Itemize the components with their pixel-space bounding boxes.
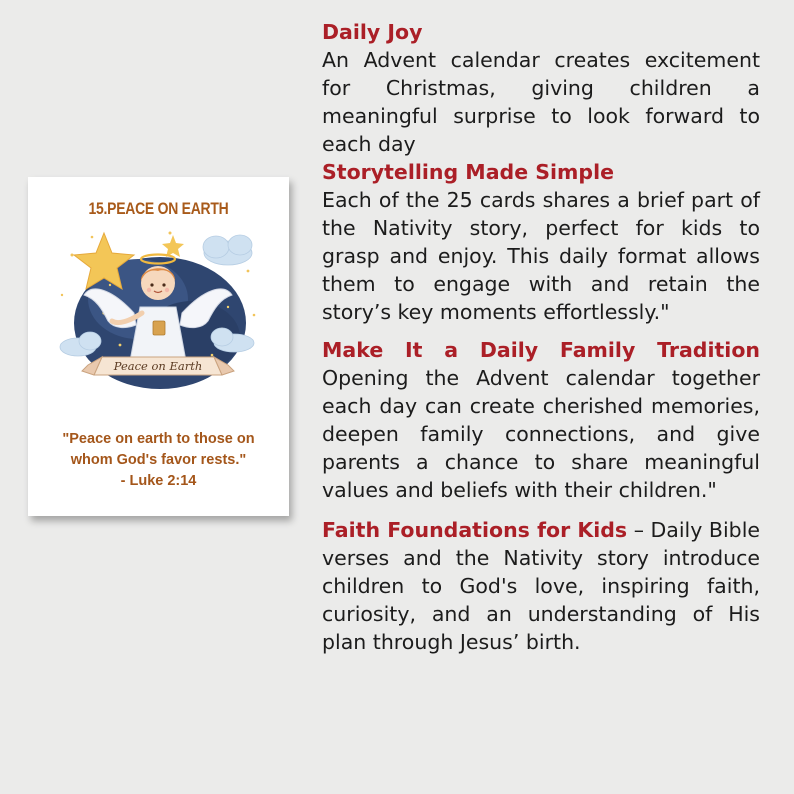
- verse-line-1: "Peace on earth to those on: [62, 431, 255, 447]
- section-body: An Advent calendar creates excitement for Christmas, giving children a meaningful surprise to look forward to each day: [322, 48, 760, 156]
- card-verse: [36, 429, 281, 492]
- feature-list: [322, 18, 760, 656]
- section-daily-joy: [322, 18, 760, 158]
- banner-text: Peace on Earth: [113, 359, 203, 373]
- section-heading: Storytelling Made Simple: [322, 160, 615, 184]
- advent-card: [28, 177, 289, 516]
- section-body-inline: [322, 516, 760, 656]
- card-title: 15.PEACE ON EARTH: [88, 199, 229, 218]
- section-body: – Daily Bible verses and the Nativity story introduce children to God's love, inspiring faith, curiosity, and an understanding of His plan through Jesus’ birth.: [322, 518, 760, 654]
- small-star-icon: [162, 235, 184, 257]
- section-family-tradition: [322, 336, 760, 504]
- section-body: Each of the 25 cards shares a brief part of the Nativity story, perfect for kids to grasp and enjoy. This daily format allows them to engage with and retain the story’s key moments effortlessly.": [322, 188, 760, 324]
- section-heading: Make It a Daily Family Tradition: [322, 338, 760, 362]
- section-body: Opening the Advent calendar together each day can create cherished memories, deepen family connections, and give parents a chance to share meaningful values and beliefs with their children.": [322, 366, 760, 502]
- section-heading: Faith Foundations for Kids: [322, 518, 628, 542]
- section-storytelling: [322, 158, 760, 326]
- section-heading: Daily Joy: [322, 20, 423, 44]
- verse-line-2: whom God's favor rests.": [70, 452, 247, 468]
- verse-reference: - Luke 2:14: [120, 473, 197, 489]
- section-faith-foundations: [322, 516, 760, 656]
- angel-illustration: [52, 225, 264, 397]
